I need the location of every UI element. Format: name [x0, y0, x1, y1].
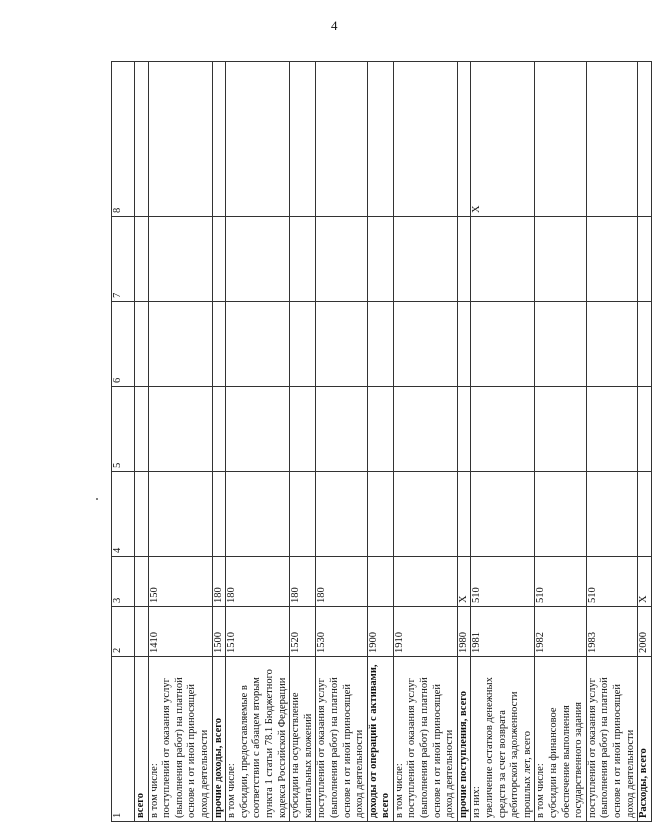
- row-col-5: [457, 387, 471, 472]
- row-col-8: [290, 62, 316, 217]
- row-col-6: [393, 302, 457, 387]
- row-col-8: [638, 62, 652, 217]
- row-col-6: [471, 302, 535, 387]
- row-code: 2000: [638, 607, 652, 657]
- row-label: в том числе: субсидии на финансовое обеспечение выполнения государственного задания: [535, 657, 586, 822]
- row-col-6: [316, 302, 367, 387]
- row-kosgu: 180: [212, 557, 226, 607]
- row-code: 1900: [367, 607, 393, 657]
- table-row: [226, 62, 290, 822]
- row-col-5: [226, 387, 290, 472]
- row-kosgu: 150: [148, 557, 212, 607]
- header-col-5: 5: [112, 387, 135, 472]
- row-label: в том числе: поступлений от оказания услуг (выполнения работ) на платной основе и от иной приносящей доход деятельности: [393, 657, 457, 822]
- row-label: прочие доходы, всего: [212, 657, 226, 822]
- row-kosgu: 180: [316, 557, 367, 607]
- row-col-4: [393, 472, 457, 557]
- row-col-6: [135, 302, 149, 387]
- row-col-7: [226, 217, 290, 302]
- row-col-5: [367, 387, 393, 472]
- row-col-4: [535, 472, 586, 557]
- table-body: [135, 62, 652, 822]
- row-col-8: X: [471, 62, 535, 217]
- row-col-6: [148, 302, 212, 387]
- row-col-6: [457, 302, 471, 387]
- header-col-2: 2: [112, 607, 135, 657]
- row-code: 1910: [393, 607, 457, 657]
- row-col-8: [135, 62, 149, 217]
- row-label: из них: увеличение остатков денежных средств за счет возврата дебиторской задолженности прошлых лет, всего: [471, 657, 535, 822]
- row-col-4: [316, 472, 367, 557]
- row-col-5: [316, 387, 367, 472]
- row-kosgu: [367, 557, 393, 607]
- row-col-7: [148, 217, 212, 302]
- table-row: [457, 62, 471, 822]
- row-col-6: [638, 302, 652, 387]
- row-code: 1982: [535, 607, 586, 657]
- row-label: поступлений от оказания услуг (выполнения работ) на платной основе и от иной приносящей доход деятельности: [586, 657, 637, 822]
- row-col-6: [290, 302, 316, 387]
- row-label: в том числе: поступлений от оказания услуг (выполнения работ) на платной основе и от иной приносящей доход деятельности: [148, 657, 212, 822]
- table-row: [393, 62, 457, 822]
- row-label: всего: [135, 657, 149, 822]
- row-col-7: [457, 217, 471, 302]
- row-col-5: [471, 387, 535, 472]
- row-col-7: [471, 217, 535, 302]
- row-kosgu: 180: [290, 557, 316, 607]
- row-col-8: [393, 62, 457, 217]
- row-col-8: [586, 62, 637, 217]
- row-col-4: [212, 472, 226, 557]
- row-code: 1530: [316, 607, 367, 657]
- header-col-3: 3: [112, 557, 135, 607]
- row-kosgu: [393, 557, 457, 607]
- header-col-6: 6: [112, 302, 135, 387]
- rotated-table-wrapper: [111, 62, 650, 818]
- row-col-8: [367, 62, 393, 217]
- row-col-4: [135, 472, 149, 557]
- row-code: 1500: [212, 607, 226, 657]
- row-col-7: [586, 217, 637, 302]
- row-col-4: [586, 472, 637, 557]
- row-kosgu: 510: [586, 557, 637, 607]
- page-number: 4: [331, 18, 338, 33]
- row-kosgu: X: [457, 557, 471, 607]
- table-row: [290, 62, 316, 822]
- row-code: [135, 607, 149, 657]
- row-kosgu: 510: [535, 557, 586, 607]
- row-kosgu: 510: [471, 557, 535, 607]
- row-label: субсидии на осуществление капитальных вложений: [290, 657, 316, 822]
- row-label: Расходы, всего: [638, 657, 652, 822]
- row-col-7: [212, 217, 226, 302]
- row-col-6: [212, 302, 226, 387]
- row-col-5: [586, 387, 637, 472]
- row-code: 1980: [457, 607, 471, 657]
- row-label: прочие поступления, всего: [457, 657, 471, 822]
- header-col-1: 1: [112, 657, 135, 822]
- row-col-5: [535, 387, 586, 472]
- row-col-6: [226, 302, 290, 387]
- income-table: [111, 61, 652, 822]
- row-kosgu: 180: [226, 557, 290, 607]
- row-col-5: [148, 387, 212, 472]
- row-col-8: [226, 62, 290, 217]
- row-col-6: [586, 302, 637, 387]
- row-col-4: [226, 472, 290, 557]
- row-code: 1983: [586, 607, 637, 657]
- table-row: [586, 62, 637, 822]
- row-kosgu: [135, 557, 149, 607]
- header-col-4: 4: [112, 472, 135, 557]
- row-col-7: [135, 217, 149, 302]
- row-code: 1520: [290, 607, 316, 657]
- row-col-4: [367, 472, 393, 557]
- header-col-8: 8: [112, 62, 135, 217]
- table-row: [135, 62, 149, 822]
- row-col-8: [212, 62, 226, 217]
- table-row: [367, 62, 393, 822]
- table-row: [638, 62, 652, 822]
- row-col-7: [367, 217, 393, 302]
- row-label: поступлений от оказания услуг (выполнения работ) на платной основе и от иной приносящей доход деятельности: [316, 657, 367, 822]
- header-col-7: 7: [112, 217, 135, 302]
- row-col-5: [290, 387, 316, 472]
- row-col-7: [393, 217, 457, 302]
- row-label: доходы от операций с активами, всего: [367, 657, 393, 822]
- row-code: 1410: [148, 607, 212, 657]
- row-col-4: [457, 472, 471, 557]
- row-col-8: [148, 62, 212, 217]
- row-col-7: [535, 217, 586, 302]
- table-row: [535, 62, 586, 822]
- row-col-5: [135, 387, 149, 472]
- table-row: [471, 62, 535, 822]
- scan-artifact-dot: [96, 498, 98, 500]
- row-col-6: [367, 302, 393, 387]
- row-code: 1510: [226, 607, 290, 657]
- row-col-4: [290, 472, 316, 557]
- row-kosgu: X: [638, 557, 652, 607]
- row-col-4: [471, 472, 535, 557]
- row-col-5: [638, 387, 652, 472]
- row-col-8: [316, 62, 367, 217]
- row-label: в том числе: субсидии, предоставляемые в соответствии с абзацем вторым пункта 1 статьи 78.1 Бюджетного кодекса Российской Федерации: [226, 657, 290, 822]
- row-col-7: [290, 217, 316, 302]
- table-header-row: [112, 62, 135, 822]
- table-row: [148, 62, 212, 822]
- table-row: [212, 62, 226, 822]
- row-code: 1981: [471, 607, 535, 657]
- row-col-4: [148, 472, 212, 557]
- table-row: [316, 62, 367, 822]
- row-col-5: [212, 387, 226, 472]
- row-col-4: [638, 472, 652, 557]
- row-col-6: [535, 302, 586, 387]
- row-col-8: [535, 62, 586, 217]
- row-col-7: [638, 217, 652, 302]
- row-col-7: [316, 217, 367, 302]
- row-col-5: [393, 387, 457, 472]
- row-col-8: [457, 62, 471, 217]
